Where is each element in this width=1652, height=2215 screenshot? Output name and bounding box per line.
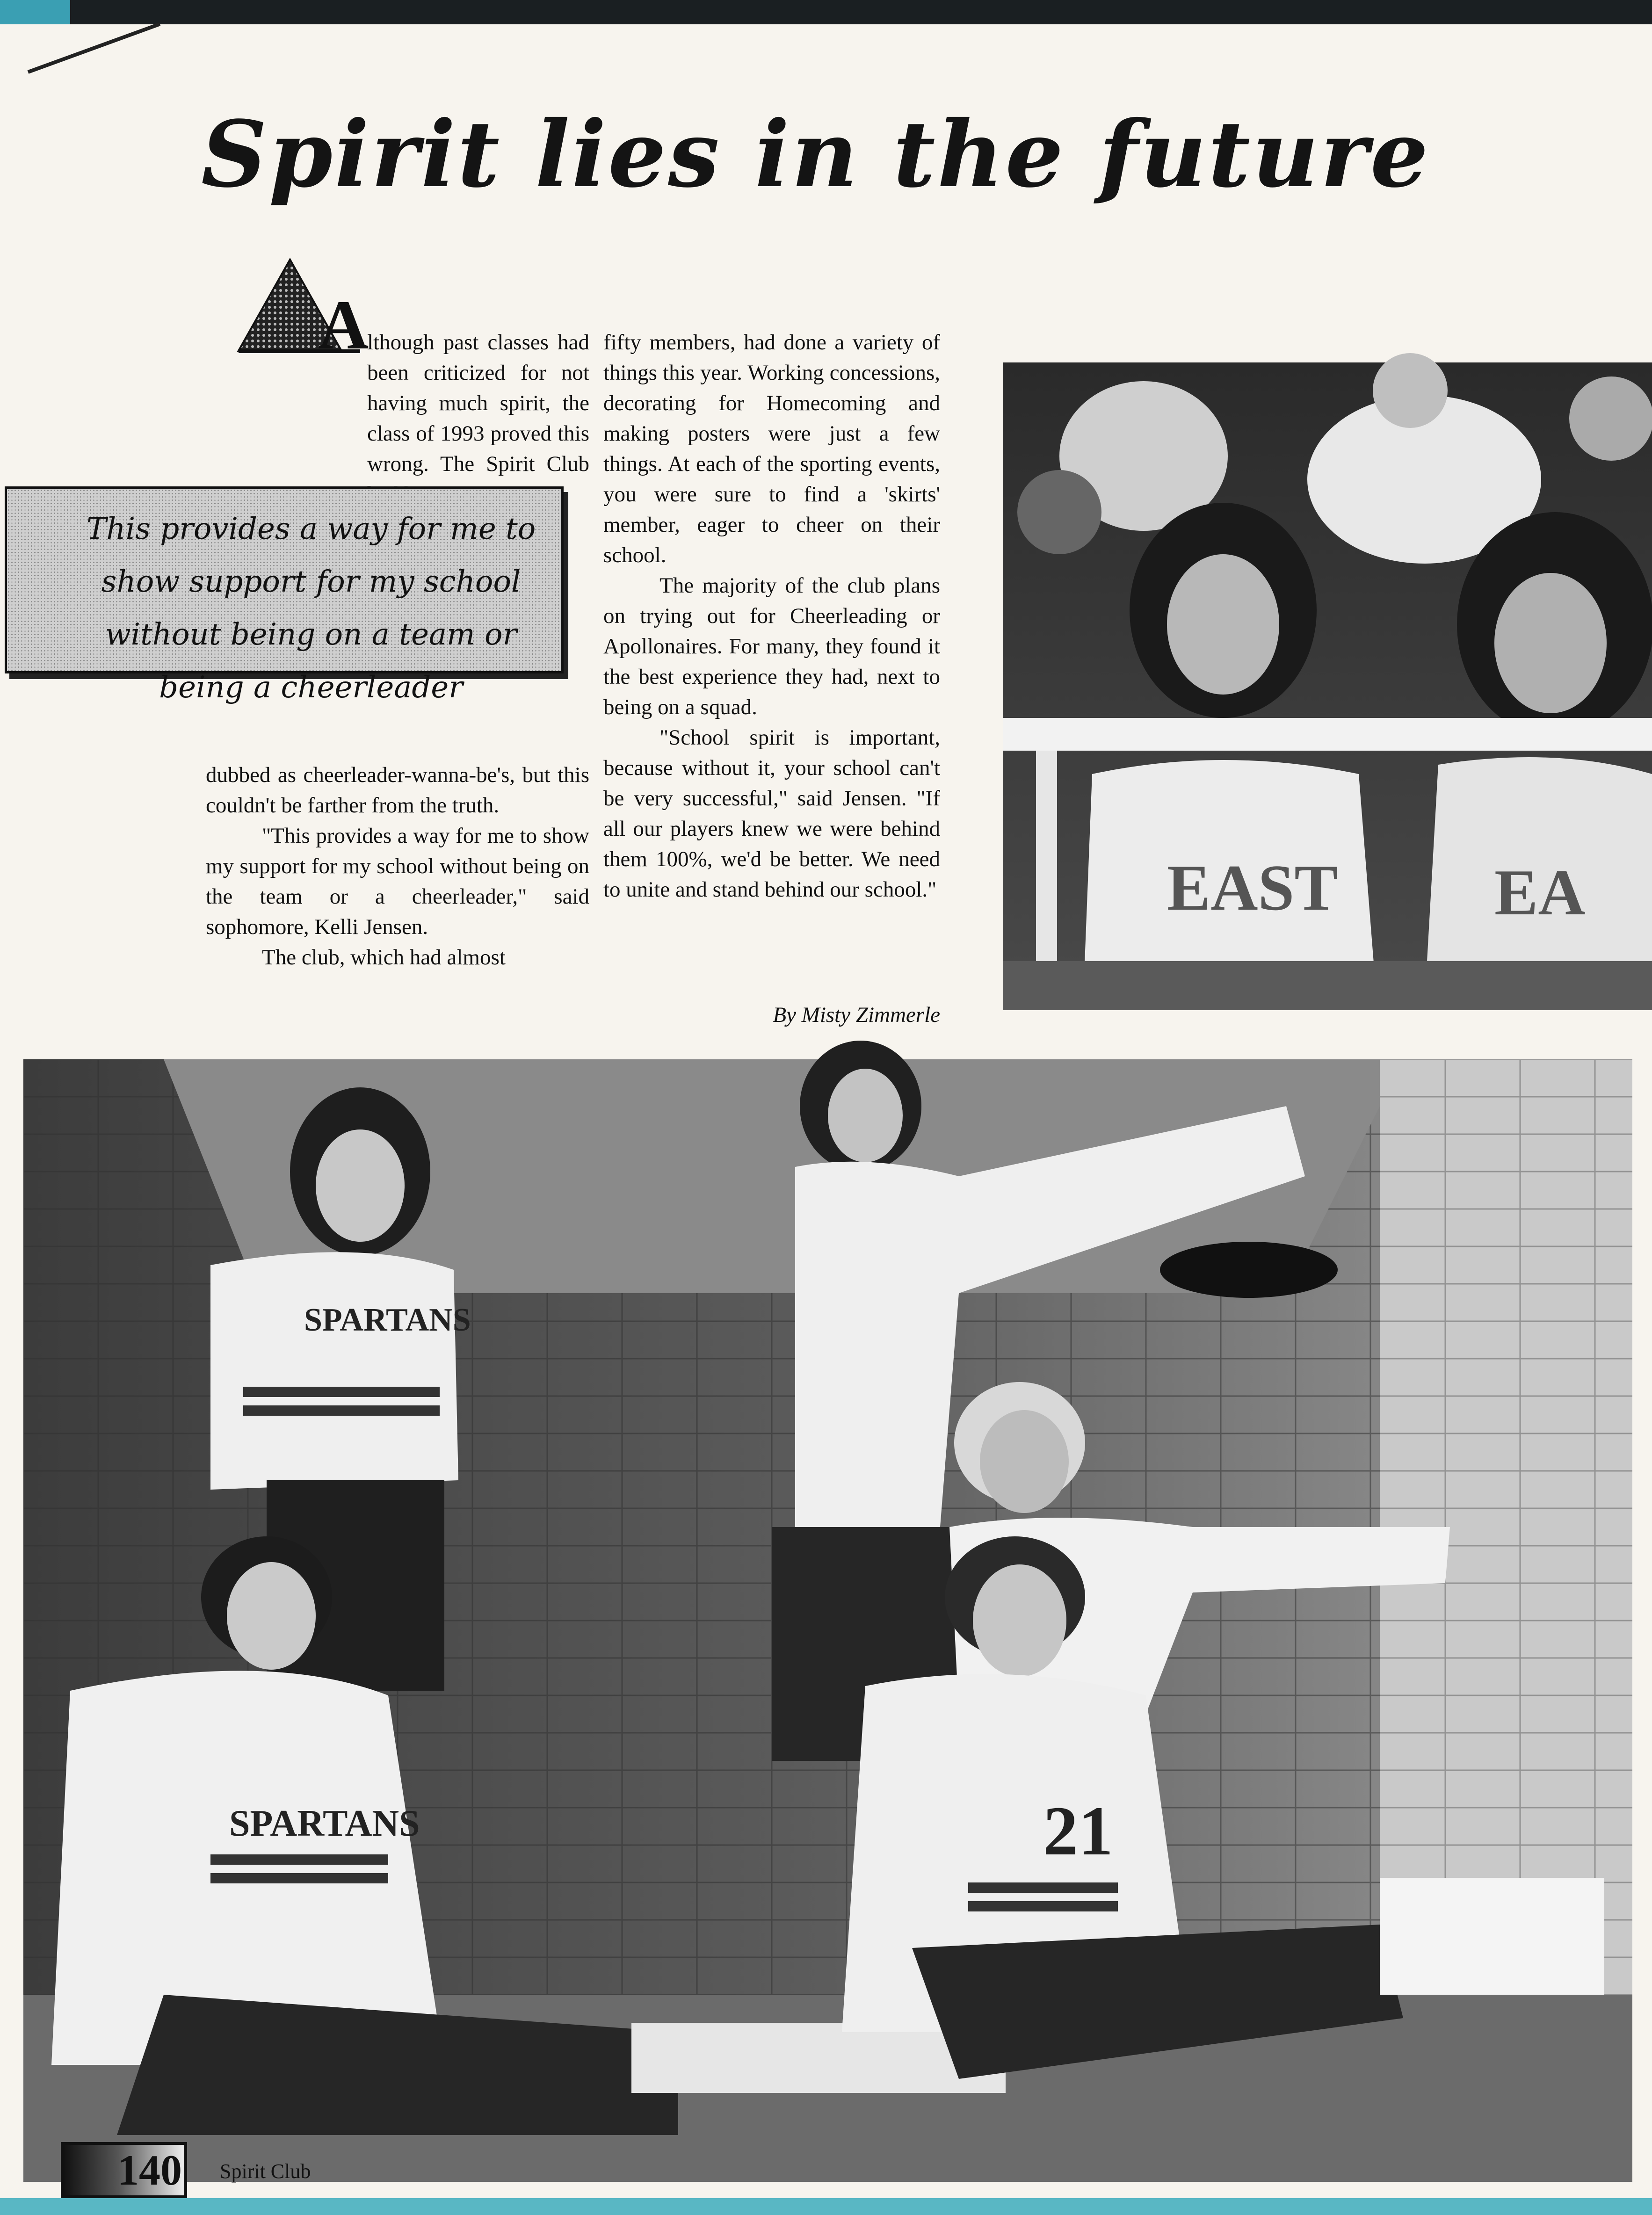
svg-text:EA: EA <box>1494 856 1586 929</box>
section-label: Spirit Club <box>220 2160 311 2183</box>
svg-text:A: A <box>318 286 369 364</box>
byline: By Misty Zimmerle <box>773 1003 940 1027</box>
page-number: 140 <box>117 2146 182 2194</box>
scan-mark <box>28 22 161 74</box>
pull-quote-text: This provides a way for me to show support for my school without being on a team or being a cheerleader <box>86 512 536 705</box>
photo-spirit-club-group <box>23 1059 1632 2182</box>
svg-text:SPARTANS: SPARTANS <box>304 1302 471 1338</box>
article-paragraph: The club, which had almost <box>262 945 506 970</box>
svg-text:SPARTANS: SPARTANS <box>229 1803 420 1844</box>
article-paragraph: "School spirit is important, because without it, your school can't be very successful," said Jensen. "If all our players knew we were behind them 100%, we'd be better. We need to unite and stand behind our school." <box>603 725 940 902</box>
headline: Spirit lies in the future <box>201 101 1430 208</box>
top-edge-bar <box>0 0 1652 24</box>
article-column-2 <box>603 327 940 1038</box>
pull-quote-box <box>5 486 564 705</box>
article-intro-column <box>206 327 589 476</box>
photo-students-in-stands <box>1003 362 1652 1010</box>
article-paragraph: "This provides a way for me to show my support for my school without being on the team or a cheerleader," said sophomore, Kelli Jensen. <box>206 824 589 939</box>
article-paragraph: dubbed as cheerleader-wanna-be's, but this couldn't be farther from the truth. <box>206 763 589 818</box>
top-edge-accent <box>0 0 70 24</box>
article-intro-text: lthough past classes had been criticized for not having much spirit, the class of 1993 proved this wrong. The Spirit Club <box>367 330 589 476</box>
article-paragraph: The majority of the club plans on trying out for Cheerleading or Apollonaires. For many, they found it the best experience they had, next to being on a squad. <box>603 573 940 719</box>
svg-text:21: 21 <box>1043 1792 1113 1870</box>
article-column-1-continued <box>206 760 589 1013</box>
svg-text:EAST: EAST <box>1167 852 1338 924</box>
bottom-edge-bar <box>0 2198 1652 2215</box>
article-paragraph: fifty members, had done a variety of things this year. Working concessions, decorating for Homecoming and making posters were just a few things. At each of the sporting events, you were sure to find a 'skirts' member, eager to cheer on their school. <box>603 330 940 567</box>
